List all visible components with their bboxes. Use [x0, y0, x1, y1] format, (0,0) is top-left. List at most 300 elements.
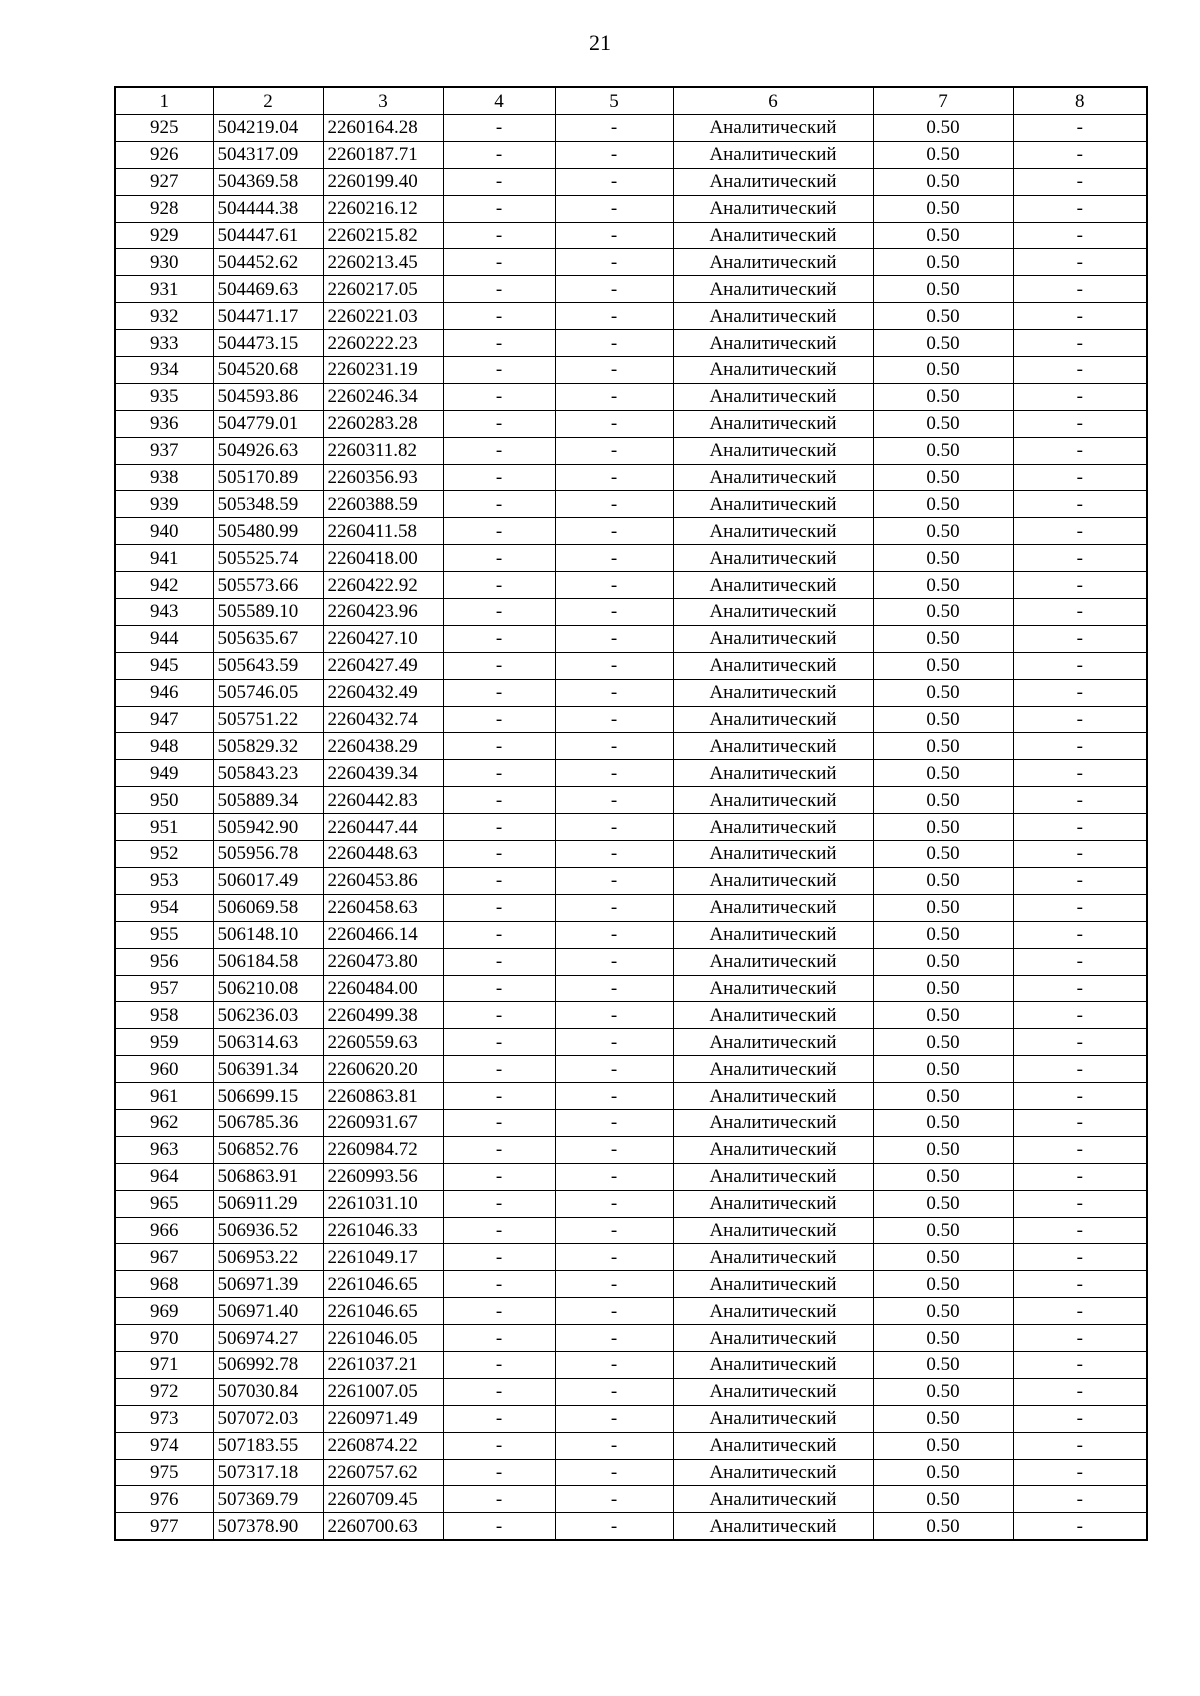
col-5-value-cell: -: [555, 383, 673, 410]
col-4-value-cell: -: [443, 276, 555, 303]
y-coordinate-cell: 2260620.20: [323, 1056, 443, 1083]
x-coordinate-cell: 505525.74: [213, 545, 323, 572]
method-cell: Аналитический: [673, 1056, 873, 1083]
method-cell: Аналитический: [673, 1217, 873, 1244]
table-row: [115, 1163, 1147, 1190]
y-coordinate-cell: 2260427.10: [323, 625, 443, 652]
x-coordinate-cell: 504369.58: [213, 168, 323, 195]
accuracy-cell: 0.50: [873, 115, 1013, 142]
col-4-value-cell: -: [443, 1029, 555, 1056]
x-coordinate-cell: 505829.32: [213, 733, 323, 760]
column-header: 8: [1013, 87, 1147, 115]
col-4-value-cell: -: [443, 222, 555, 249]
x-coordinate-cell: 506863.91: [213, 1163, 323, 1190]
x-coordinate-cell: 505956.78: [213, 841, 323, 868]
accuracy-cell: 0.50: [873, 1298, 1013, 1325]
col-5-value-cell: -: [555, 733, 673, 760]
y-coordinate-cell: 2260448.63: [323, 841, 443, 868]
col-5-value-cell: -: [555, 679, 673, 706]
accuracy-cell: 0.50: [873, 814, 1013, 841]
col-8-value-cell: -: [1013, 330, 1147, 357]
col-8-value-cell: -: [1013, 195, 1147, 222]
method-cell: Аналитический: [673, 921, 873, 948]
y-coordinate-cell: 2261046.65: [323, 1271, 443, 1298]
col-4-value-cell: -: [443, 652, 555, 679]
method-cell: Аналитический: [673, 545, 873, 572]
table-row: [115, 841, 1147, 868]
table-row: [115, 706, 1147, 733]
accuracy-cell: 0.50: [873, 330, 1013, 357]
col-4-value-cell: -: [443, 1083, 555, 1110]
table-row: [115, 1351, 1147, 1378]
accuracy-cell: 0.50: [873, 168, 1013, 195]
x-coordinate-cell: 506184.58: [213, 948, 323, 975]
point-number-cell: 941: [115, 545, 213, 572]
col-8-value-cell: -: [1013, 1486, 1147, 1513]
point-number-cell: 975: [115, 1459, 213, 1486]
col-5-value-cell: -: [555, 303, 673, 330]
y-coordinate-cell: 2260215.82: [323, 222, 443, 249]
x-coordinate-cell: 507378.90: [213, 1513, 323, 1540]
x-coordinate-cell: 505843.23: [213, 760, 323, 787]
method-cell: Аналитический: [673, 1486, 873, 1513]
point-number-cell: 949: [115, 760, 213, 787]
col-4-value-cell: -: [443, 410, 555, 437]
y-coordinate-cell: 2260427.49: [323, 652, 443, 679]
point-number-cell: 925: [115, 115, 213, 142]
column-header: 6: [673, 87, 873, 115]
y-coordinate-cell: 2260199.40: [323, 168, 443, 195]
col-4-value-cell: -: [443, 357, 555, 384]
col-4-value-cell: -: [443, 1109, 555, 1136]
page-number: 21: [589, 30, 611, 55]
point-number-cell: 958: [115, 1002, 213, 1029]
col-5-value-cell: -: [555, 1486, 673, 1513]
point-number-cell: 938: [115, 464, 213, 491]
accuracy-cell: 0.50: [873, 141, 1013, 168]
table-row: [115, 1217, 1147, 1244]
col-4-value-cell: -: [443, 948, 555, 975]
col-8-value-cell: -: [1013, 249, 1147, 276]
col-5-value-cell: -: [555, 572, 673, 599]
y-coordinate-cell: 2260246.34: [323, 383, 443, 410]
col-8-value-cell: -: [1013, 572, 1147, 599]
table-row: [115, 1378, 1147, 1405]
col-8-value-cell: -: [1013, 168, 1147, 195]
accuracy-cell: 0.50: [873, 1432, 1013, 1459]
table-row: [115, 303, 1147, 330]
point-number-cell: 930: [115, 249, 213, 276]
col-4-value-cell: -: [443, 894, 555, 921]
col-8-value-cell: -: [1013, 1029, 1147, 1056]
x-coordinate-cell: 507030.84: [213, 1378, 323, 1405]
point-number-cell: 965: [115, 1190, 213, 1217]
table-row: [115, 115, 1147, 142]
method-cell: Аналитический: [673, 222, 873, 249]
table-row: [115, 760, 1147, 787]
point-number-cell: 935: [115, 383, 213, 410]
table-row: [115, 679, 1147, 706]
y-coordinate-cell: 2260187.71: [323, 141, 443, 168]
method-cell: Аналитический: [673, 464, 873, 491]
accuracy-cell: 0.50: [873, 1163, 1013, 1190]
point-number-cell: 926: [115, 141, 213, 168]
table-row: [115, 1029, 1147, 1056]
x-coordinate-cell: 506069.58: [213, 894, 323, 921]
table-row: [115, 383, 1147, 410]
point-number-cell: 960: [115, 1056, 213, 1083]
col-4-value-cell: -: [443, 1217, 555, 1244]
table-row: [115, 491, 1147, 518]
x-coordinate-cell: 507369.79: [213, 1486, 323, 1513]
point-number-cell: 940: [115, 518, 213, 545]
table-row: [115, 1109, 1147, 1136]
method-cell: Аналитический: [673, 572, 873, 599]
table-row: [115, 1298, 1147, 1325]
method-cell: Аналитический: [673, 1083, 873, 1110]
y-coordinate-cell: 2260213.45: [323, 249, 443, 276]
table-row: [115, 733, 1147, 760]
accuracy-cell: 0.50: [873, 841, 1013, 868]
col-8-value-cell: -: [1013, 1432, 1147, 1459]
col-8-value-cell: -: [1013, 518, 1147, 545]
table-row: [115, 410, 1147, 437]
x-coordinate-cell: 506992.78: [213, 1351, 323, 1378]
point-number-cell: 963: [115, 1136, 213, 1163]
col-4-value-cell: -: [443, 599, 555, 626]
y-coordinate-cell: 2261007.05: [323, 1378, 443, 1405]
point-number-cell: 952: [115, 841, 213, 868]
x-coordinate-cell: 504473.15: [213, 330, 323, 357]
y-coordinate-cell: 2260222.23: [323, 330, 443, 357]
col-4-value-cell: -: [443, 867, 555, 894]
coordinates-table: [114, 86, 1148, 1541]
col-8-value-cell: -: [1013, 814, 1147, 841]
col-5-value-cell: -: [555, 1002, 673, 1029]
accuracy-cell: 0.50: [873, 1459, 1013, 1486]
y-coordinate-cell: 2261049.17: [323, 1244, 443, 1271]
y-coordinate-cell: 2260466.14: [323, 921, 443, 948]
col-5-value-cell: -: [555, 894, 673, 921]
point-number-cell: 957: [115, 975, 213, 1002]
table-header-row: [115, 87, 1147, 115]
col-8-value-cell: -: [1013, 276, 1147, 303]
method-cell: Аналитический: [673, 1298, 873, 1325]
y-coordinate-cell: 2260971.49: [323, 1405, 443, 1432]
accuracy-cell: 0.50: [873, 599, 1013, 626]
col-8-value-cell: -: [1013, 1378, 1147, 1405]
col-5-value-cell: -: [555, 195, 673, 222]
col-5-value-cell: -: [555, 1029, 673, 1056]
col-8-value-cell: -: [1013, 787, 1147, 814]
col-4-value-cell: -: [443, 1190, 555, 1217]
table-row: [115, 1459, 1147, 1486]
y-coordinate-cell: 2260311.82: [323, 437, 443, 464]
col-4-value-cell: -: [443, 814, 555, 841]
point-number-cell: 932: [115, 303, 213, 330]
accuracy-cell: 0.50: [873, 1513, 1013, 1540]
y-coordinate-cell: 2261031.10: [323, 1190, 443, 1217]
col-5-value-cell: -: [555, 1513, 673, 1540]
method-cell: Аналитический: [673, 1029, 873, 1056]
col-4-value-cell: -: [443, 1244, 555, 1271]
y-coordinate-cell: 2260439.34: [323, 760, 443, 787]
table-row: [115, 276, 1147, 303]
method-cell: Аналитический: [673, 894, 873, 921]
col-5-value-cell: -: [555, 545, 673, 572]
col-5-value-cell: -: [555, 1325, 673, 1352]
col-8-value-cell: -: [1013, 1513, 1147, 1540]
x-coordinate-cell: 505889.34: [213, 787, 323, 814]
y-coordinate-cell: 2260283.28: [323, 410, 443, 437]
y-coordinate-cell: 2260164.28: [323, 115, 443, 142]
accuracy-cell: 0.50: [873, 975, 1013, 1002]
method-cell: Аналитический: [673, 787, 873, 814]
accuracy-cell: 0.50: [873, 625, 1013, 652]
x-coordinate-cell: 507183.55: [213, 1432, 323, 1459]
table-row: [115, 1432, 1147, 1459]
point-number-cell: 948: [115, 733, 213, 760]
point-number-cell: 977: [115, 1513, 213, 1540]
col-5-value-cell: -: [555, 1056, 673, 1083]
col-8-value-cell: -: [1013, 491, 1147, 518]
table-row: [115, 249, 1147, 276]
table-row: [115, 572, 1147, 599]
col-5-value-cell: -: [555, 814, 673, 841]
y-coordinate-cell: 2260757.62: [323, 1459, 443, 1486]
y-coordinate-cell: 2260993.56: [323, 1163, 443, 1190]
table-row: [115, 652, 1147, 679]
accuracy-cell: 0.50: [873, 1029, 1013, 1056]
accuracy-cell: 0.50: [873, 760, 1013, 787]
method-cell: Аналитический: [673, 625, 873, 652]
method-cell: Аналитический: [673, 303, 873, 330]
x-coordinate-cell: 507072.03: [213, 1405, 323, 1432]
col-4-value-cell: -: [443, 1432, 555, 1459]
accuracy-cell: 0.50: [873, 1325, 1013, 1352]
y-coordinate-cell: 2260388.59: [323, 491, 443, 518]
col-5-value-cell: -: [555, 599, 673, 626]
col-5-value-cell: -: [555, 222, 673, 249]
point-number-cell: 967: [115, 1244, 213, 1271]
method-cell: Аналитический: [673, 679, 873, 706]
accuracy-cell: 0.50: [873, 410, 1013, 437]
x-coordinate-cell: 506210.08: [213, 975, 323, 1002]
method-cell: Аналитический: [673, 1109, 873, 1136]
col-5-value-cell: -: [555, 1405, 673, 1432]
col-5-value-cell: -: [555, 437, 673, 464]
method-cell: Аналитический: [673, 249, 873, 276]
x-coordinate-cell: 504779.01: [213, 410, 323, 437]
table-row: [115, 1002, 1147, 1029]
accuracy-cell: 0.50: [873, 303, 1013, 330]
col-8-value-cell: -: [1013, 1405, 1147, 1432]
table-row: [115, 168, 1147, 195]
x-coordinate-cell: 505480.99: [213, 518, 323, 545]
y-coordinate-cell: 2260438.29: [323, 733, 443, 760]
method-cell: Аналитический: [673, 1459, 873, 1486]
method-cell: Аналитический: [673, 357, 873, 384]
x-coordinate-cell: 506699.15: [213, 1083, 323, 1110]
accuracy-cell: 0.50: [873, 491, 1013, 518]
col-5-value-cell: -: [555, 1109, 673, 1136]
table-row: [115, 921, 1147, 948]
method-cell: Аналитический: [673, 1163, 873, 1190]
col-8-value-cell: -: [1013, 1271, 1147, 1298]
table-row: [115, 787, 1147, 814]
point-number-cell: 953: [115, 867, 213, 894]
method-cell: Аналитический: [673, 1351, 873, 1378]
col-4-value-cell: -: [443, 625, 555, 652]
accuracy-cell: 0.50: [873, 921, 1013, 948]
col-8-value-cell: -: [1013, 706, 1147, 733]
y-coordinate-cell: 2260216.12: [323, 195, 443, 222]
column-header: 4: [443, 87, 555, 115]
x-coordinate-cell: 504219.04: [213, 115, 323, 142]
method-cell: Аналитический: [673, 1325, 873, 1352]
col-8-value-cell: -: [1013, 733, 1147, 760]
col-4-value-cell: -: [443, 733, 555, 760]
col-5-value-cell: -: [555, 1271, 673, 1298]
accuracy-cell: 0.50: [873, 1486, 1013, 1513]
point-number-cell: 973: [115, 1405, 213, 1432]
accuracy-cell: 0.50: [873, 572, 1013, 599]
accuracy-cell: 0.50: [873, 1244, 1013, 1271]
y-coordinate-cell: 2260422.92: [323, 572, 443, 599]
accuracy-cell: 0.50: [873, 1217, 1013, 1244]
col-5-value-cell: -: [555, 921, 673, 948]
col-8-value-cell: -: [1013, 1136, 1147, 1163]
point-number-cell: 943: [115, 599, 213, 626]
x-coordinate-cell: 505751.22: [213, 706, 323, 733]
accuracy-cell: 0.50: [873, 1002, 1013, 1029]
method-cell: Аналитический: [673, 760, 873, 787]
x-coordinate-cell: 504471.17: [213, 303, 323, 330]
col-5-value-cell: -: [555, 1432, 673, 1459]
column-header: 1: [115, 87, 213, 115]
accuracy-cell: 0.50: [873, 276, 1013, 303]
x-coordinate-cell: 504926.63: [213, 437, 323, 464]
col-4-value-cell: -: [443, 330, 555, 357]
col-5-value-cell: -: [555, 410, 673, 437]
col-4-value-cell: -: [443, 921, 555, 948]
col-5-value-cell: -: [555, 115, 673, 142]
method-cell: Аналитический: [673, 1002, 873, 1029]
y-coordinate-cell: 2260447.44: [323, 814, 443, 841]
accuracy-cell: 0.50: [873, 894, 1013, 921]
table-row: [115, 948, 1147, 975]
accuracy-cell: 0.50: [873, 1109, 1013, 1136]
col-4-value-cell: -: [443, 1486, 555, 1513]
point-number-cell: 939: [115, 491, 213, 518]
method-cell: Аналитический: [673, 652, 873, 679]
point-number-cell: 970: [115, 1325, 213, 1352]
col-8-value-cell: -: [1013, 1163, 1147, 1190]
x-coordinate-cell: 506314.63: [213, 1029, 323, 1056]
y-coordinate-cell: 2260984.72: [323, 1136, 443, 1163]
table-row: [115, 195, 1147, 222]
x-coordinate-cell: 505170.89: [213, 464, 323, 491]
point-number-cell: 944: [115, 625, 213, 652]
x-coordinate-cell: 506852.76: [213, 1136, 323, 1163]
method-cell: Аналитический: [673, 518, 873, 545]
table-body: [115, 115, 1147, 1541]
col-5-value-cell: -: [555, 867, 673, 894]
col-8-value-cell: -: [1013, 141, 1147, 168]
col-8-value-cell: -: [1013, 222, 1147, 249]
point-number-cell: 937: [115, 437, 213, 464]
point-number-cell: 951: [115, 814, 213, 841]
table-row: [115, 1136, 1147, 1163]
col-4-value-cell: -: [443, 1405, 555, 1432]
x-coordinate-cell: 506236.03: [213, 1002, 323, 1029]
x-coordinate-cell: 505942.90: [213, 814, 323, 841]
col-4-value-cell: -: [443, 168, 555, 195]
accuracy-cell: 0.50: [873, 464, 1013, 491]
table-row: [115, 625, 1147, 652]
method-cell: Аналитический: [673, 948, 873, 975]
col-8-value-cell: -: [1013, 760, 1147, 787]
accuracy-cell: 0.50: [873, 1378, 1013, 1405]
y-coordinate-cell: 2260442.83: [323, 787, 443, 814]
col-8-value-cell: -: [1013, 1459, 1147, 1486]
point-number-cell: 929: [115, 222, 213, 249]
col-5-value-cell: -: [555, 330, 673, 357]
table-row: [115, 357, 1147, 384]
table-row: [115, 518, 1147, 545]
x-coordinate-cell: 505746.05: [213, 679, 323, 706]
col-5-value-cell: -: [555, 1459, 673, 1486]
col-8-value-cell: -: [1013, 841, 1147, 868]
point-number-cell: 959: [115, 1029, 213, 1056]
point-number-cell: 936: [115, 410, 213, 437]
y-coordinate-cell: 2260356.93: [323, 464, 443, 491]
col-4-value-cell: -: [443, 572, 555, 599]
col-4-value-cell: -: [443, 1325, 555, 1352]
col-5-value-cell: -: [555, 975, 673, 1002]
col-5-value-cell: -: [555, 1298, 673, 1325]
table-row: [115, 894, 1147, 921]
point-number-cell: 956: [115, 948, 213, 975]
col-5-value-cell: -: [555, 787, 673, 814]
point-number-cell: 971: [115, 1351, 213, 1378]
col-5-value-cell: -: [555, 464, 673, 491]
accuracy-cell: 0.50: [873, 706, 1013, 733]
y-coordinate-cell: 2260700.63: [323, 1513, 443, 1540]
y-coordinate-cell: 2260418.00: [323, 545, 443, 572]
point-number-cell: 966: [115, 1217, 213, 1244]
col-5-value-cell: -: [555, 168, 673, 195]
col-8-value-cell: -: [1013, 410, 1147, 437]
point-number-cell: 946: [115, 679, 213, 706]
col-4-value-cell: -: [443, 383, 555, 410]
y-coordinate-cell: 2261046.05: [323, 1325, 443, 1352]
table-row: [115, 814, 1147, 841]
point-number-cell: 955: [115, 921, 213, 948]
col-5-value-cell: -: [555, 1136, 673, 1163]
x-coordinate-cell: 504469.63: [213, 276, 323, 303]
y-coordinate-cell: 2261046.65: [323, 1298, 443, 1325]
col-8-value-cell: -: [1013, 357, 1147, 384]
point-number-cell: 942: [115, 572, 213, 599]
col-8-value-cell: -: [1013, 652, 1147, 679]
col-5-value-cell: -: [555, 625, 673, 652]
point-number-cell: 969: [115, 1298, 213, 1325]
table-row: [115, 975, 1147, 1002]
table-row: [115, 330, 1147, 357]
col-5-value-cell: -: [555, 1163, 673, 1190]
accuracy-cell: 0.50: [873, 383, 1013, 410]
